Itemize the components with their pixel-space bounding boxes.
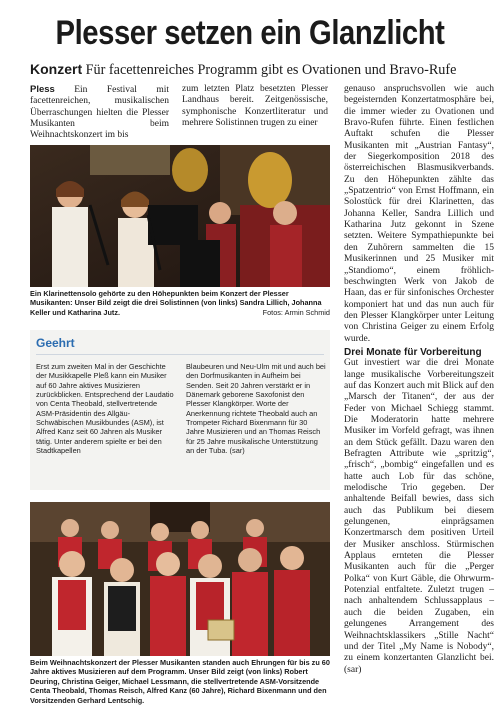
col2-text: zum letzten Platz besetzten Plesser Landhaus bereit. Zeitgenössische, symphonische Konzertliteratur und mehrere Solistinnen trugen zu einer: [182, 84, 328, 129]
box-divider: [36, 354, 324, 355]
caption-photo2: [30, 658, 330, 705]
article-col1: [30, 84, 169, 142]
col1-text: Ein Festival mit facettenreichen, musikalischen Überraschungen hielten die Plesser Musikanten beim Weihnachtskonzert im bis: [30, 85, 169, 141]
col3-text: genauso anspruchsvollen wie auch begeisternden Konzertatmosphäre bei, die immer wieder zu Ovationen und Bravo-Rufen führte. Einen festlichen Auftakt schufen die Plesser Musikanten mit „Austrian Fantasy“, der Siegerkomposition 2018 des österreichischen Blasmusikverbands. Zu den Höhepunkten zählte das „Spatzentrio“ von Ernst Hoffmann, ein Solostück für drei Klarinetten, das Johanna Keller, Sandra Lillich und Katharina Jutz gekonnt in Szene setzten. Weitere Sympathiepunkte bei den Zuhörern sammelten die 15 Musikerinnen und 25 Musiker mit „Standiomo“, einem fröhlich-beschwingten Werk von Jakob de Haan, das er für sinfonisches Orchester komponiert hat und das nun auch für den Plesser Klangkörper unter Leitung von Christina Geiger zu einem Erfolg wurde.: [344, 84, 494, 344]
caption-photo1: [30, 289, 330, 317]
photo-clarinet-soloists: [30, 145, 330, 287]
crosshead: Drei Monate für Vorbereitung: [344, 346, 482, 358]
info-box-honors: [30, 330, 330, 490]
box-col2: Blaubeuren und Neu-Ulm mit und auch bei den Dorfmusikanten in Aufheim bei Senden. Seit 20 Jahren verstärkt er in Dänemark geborene Saxofonist den Plesser Klangkörper. Worte der Anerkennung richtete Theobald auch an Trompeter Richard Bixenmann für 30 Jahre Musizieren und an Thomas Reisch für 25 Jahre musikalische Unterstützung an der Tuba. (sar): [186, 362, 326, 456]
caption1-text: Ein Klarinettensolo gehörte zu den Höhepunkten beim Konzert der Plesser Musikanten: Unser Bild zeigt die drei Solistinnen (von links) Sandra Lillich, Johanna Keller und Katharina Jutz.: [30, 289, 322, 317]
box-col1: Erst zum zweiten Mal in der Geschichte der Musikkapelle Pleß kann ein Musiker auf 60 Jahre aktives Musizieren zurückblicken. Entsprechend der Laudatio von Centa Theobald, stellvertretende ASM-Präsidentin des Allgäu-Schwäbischen Musikbundes (ASM), ist Alfred Kanz seit 60 Jahren als Musiker tätig. Unter anderem spielte er bei den Stadtkapellen: [36, 362, 174, 456]
article-col2: [182, 84, 328, 129]
article-col3: [344, 84, 494, 676]
clarinet-soloists-image: [30, 145, 330, 287]
headline: Plesser setzen ein Glanzlicht: [55, 14, 445, 52]
dateline: Pless: [30, 84, 55, 95]
photo-honorees-group: [30, 502, 330, 656]
caption2-text: Beim Weihnachtskonzert der Plesser Musikanten standen auch Ehrungen für bis zu 60 Jahre aktives Musizieren auf dem Programm. Unser Bild zeigt (von links) Robert Deuring, Christina Geiger, Michael Lessmann, die stellvertretende ASM-Vorsitzende Centa Theobald, Thomas Reisch, Alfred Kanz (60 Jahre), Richard Bixenmann und den Vorsitzenden Gerhard Lentschig.: [30, 658, 330, 705]
box-title: Geehrt: [36, 336, 75, 350]
col3-text2: Gut investiert war die drei Monate lange musikalische Vorbereitungszeit auf das Konzert auch mit Blick auf den „Marsch der Titanen“, der aus der Feder von Michael Schiegg stammt. Die Moderatorin hatte mehrere Musiker im Vorfeld gefragt, was ihnen an dem Stück gefällt. Dazu waren den Befragten Attribute wie „spritzig“, „frisch“, „bombig“ eingefallen und es hatte auch Lob für das schöne, melodische Trio gegeben. Der anhaltende Beifall bewies, dass sich auch das Publikum bei diesem gelungenen, einprägsamen Konzertmarsch dem positiven Urteil der Musiker anschloss. Stürmischen Applaus ernteten die Plesser Musikanten auch für die „Perger Polka“ von Kurt Gäble, die Ohrwurm-Potenzial entfaltete. Zuletzt trugen – nach anhaltendem Schlussapplaus – auch die beiden Zugaben, ein gelungenes Arrangement des Weihnachtsklassikers „Stille Nacht“ und der Titel „My Name is Nobody“, zu einem konzertanten Glanzlicht bei. (sar): [344, 358, 494, 675]
subheadline: [30, 60, 500, 79]
subheadline-text: Für facettenreiches Programm gibt es Ovationen und Bravo-Rufe: [85, 62, 457, 78]
kicker: Konzert: [30, 61, 83, 77]
honorees-group-image: [30, 502, 330, 656]
photo-credit: Fotos: Armin Schmid: [262, 307, 330, 317]
